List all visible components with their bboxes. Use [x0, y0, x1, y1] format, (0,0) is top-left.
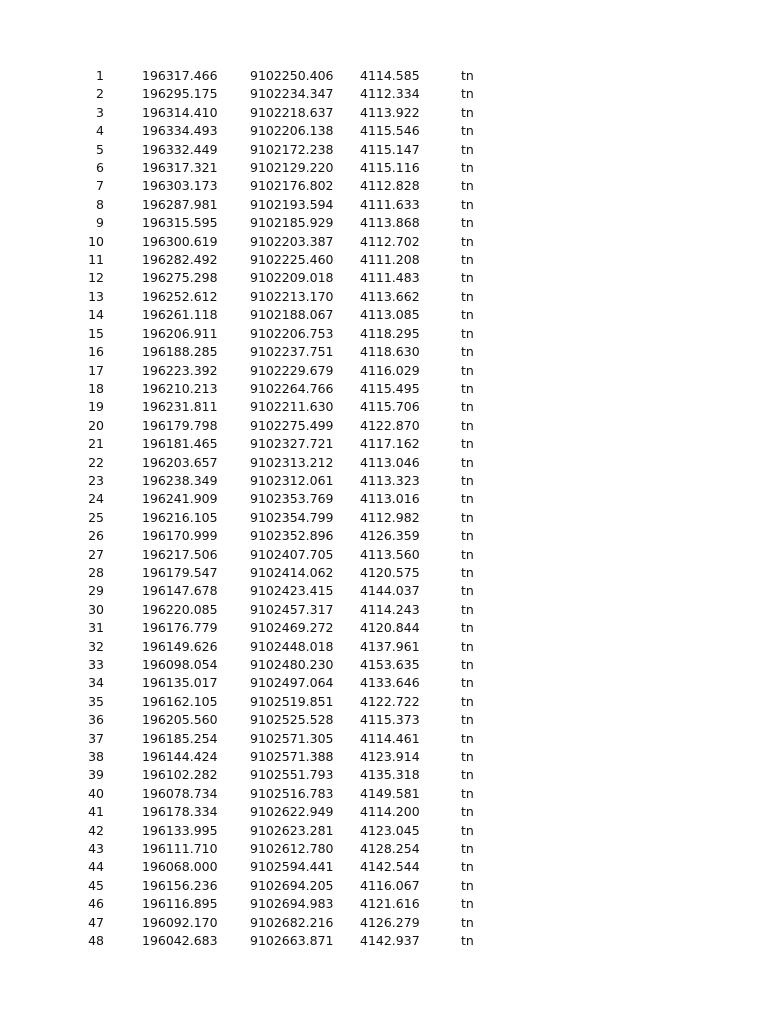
easting-cell: 196334.493	[142, 123, 218, 139]
table-row	[60, 472, 501, 490]
elevation-cell: 4126.279	[360, 914, 420, 930]
northing-cell: 9102457.317	[250, 601, 334, 617]
elevation-cell: 4113.046	[360, 454, 420, 470]
code-cell: tn	[461, 380, 474, 396]
table-row	[60, 858, 501, 876]
point-number-cell: 17	[88, 362, 104, 378]
northing-cell: 9102516.783	[250, 785, 334, 801]
northing-cell: 9102594.441	[250, 859, 334, 875]
code-cell: tn	[461, 564, 474, 580]
easting-cell: 196314.410	[142, 104, 218, 120]
table-row	[60, 380, 501, 398]
point-number-cell: 34	[88, 675, 104, 691]
code-cell: tn	[461, 196, 474, 212]
table-row	[60, 159, 501, 177]
point-number-cell: 44	[88, 859, 104, 875]
northing-cell: 9102623.281	[250, 822, 334, 838]
table-row	[60, 288, 501, 306]
northing-cell: 9102423.415	[250, 583, 334, 599]
easting-cell: 196203.657	[142, 454, 218, 470]
point-number-cell: 8	[96, 196, 104, 212]
elevation-cell: 4123.045	[360, 822, 420, 838]
code-cell: tn	[461, 288, 474, 304]
elevation-cell: 4137.961	[360, 638, 420, 654]
easting-cell: 196223.392	[142, 362, 218, 378]
northing-cell: 9102551.793	[250, 767, 334, 783]
easting-cell: 196261.118	[142, 307, 218, 323]
easting-cell: 196185.254	[142, 730, 218, 746]
easting-cell: 196068.000	[142, 859, 218, 875]
table-row	[60, 582, 501, 600]
northing-cell: 9102571.388	[250, 749, 334, 765]
elevation-cell: 4144.037	[360, 583, 420, 599]
northing-cell: 9102188.067	[250, 307, 334, 323]
elevation-cell: 4122.722	[360, 693, 420, 709]
table-row	[60, 711, 501, 729]
code-cell: tn	[461, 178, 474, 194]
easting-cell: 196241.909	[142, 491, 218, 507]
code-cell: tn	[461, 896, 474, 912]
easting-cell: 196238.349	[142, 472, 218, 488]
easting-cell: 196287.981	[142, 196, 218, 212]
northing-cell: 9102571.305	[250, 730, 334, 746]
code-cell: tn	[461, 362, 474, 378]
table-row	[60, 435, 501, 453]
elevation-cell: 4115.147	[360, 141, 420, 157]
easting-cell: 196181.465	[142, 436, 218, 452]
easting-cell: 196111.710	[142, 841, 218, 857]
northing-cell: 9102353.769	[250, 491, 334, 507]
point-number-cell: 18	[88, 380, 104, 396]
code-cell: tn	[461, 933, 474, 949]
point-number-cell: 27	[88, 546, 104, 562]
code-cell: tn	[461, 712, 474, 728]
elevation-cell: 4113.323	[360, 472, 420, 488]
code-cell: tn	[461, 325, 474, 341]
elevation-cell: 4113.016	[360, 491, 420, 507]
table-row	[60, 85, 501, 103]
elevation-cell: 4133.646	[360, 675, 420, 691]
easting-cell: 196098.054	[142, 657, 218, 672]
elevation-cell: 4113.662	[360, 288, 420, 304]
elevation-cell: 4116.067	[360, 877, 420, 893]
easting-cell: 196178.334	[142, 804, 218, 820]
northing-cell: 9102250.406	[250, 68, 334, 83]
easting-cell: 196275.298	[142, 270, 218, 286]
point-number-cell: 16	[88, 344, 104, 360]
easting-cell: 196116.895	[142, 896, 218, 912]
point-number-cell: 6	[96, 160, 104, 176]
table-row	[60, 527, 501, 545]
easting-cell: 196042.683	[142, 933, 218, 949]
point-number-cell: 12	[88, 270, 104, 286]
table-row	[60, 877, 501, 895]
table-row	[60, 398, 501, 416]
point-number-cell: 43	[88, 841, 104, 857]
point-number-cell: 37	[88, 730, 104, 746]
northing-cell: 9102497.064	[250, 675, 334, 691]
point-number-cell: 29	[88, 583, 104, 599]
table-row	[60, 748, 501, 766]
table-row	[60, 546, 501, 564]
elevation-cell: 4126.359	[360, 528, 420, 544]
elevation-cell: 4114.461	[360, 730, 420, 746]
northing-cell: 9102612.780	[250, 841, 334, 857]
northing-cell: 9102525.528	[250, 712, 334, 728]
northing-cell: 9102206.138	[250, 123, 334, 139]
point-number-cell: 47	[88, 914, 104, 930]
point-number-cell: 39	[88, 767, 104, 783]
northing-cell: 9102354.799	[250, 509, 334, 525]
point-number-cell: 4	[96, 123, 104, 139]
elevation-cell: 4115.706	[360, 399, 420, 415]
code-cell: tn	[461, 68, 474, 83]
elevation-cell: 4116.029	[360, 362, 420, 378]
point-number-cell: 38	[88, 749, 104, 765]
elevation-cell: 4118.630	[360, 344, 420, 360]
northing-cell: 9102352.896	[250, 528, 334, 544]
table-row	[60, 895, 501, 913]
northing-cell: 9102480.230	[250, 657, 334, 672]
table-row	[60, 417, 501, 435]
point-number-cell: 15	[88, 325, 104, 341]
table-row	[60, 656, 501, 674]
elevation-cell: 4115.495	[360, 380, 420, 396]
table-row	[60, 233, 501, 251]
elevation-cell: 4112.334	[360, 86, 420, 102]
code-cell: tn	[461, 509, 474, 525]
code-cell: tn	[461, 730, 474, 746]
coordinate-table-body	[60, 67, 501, 951]
code-cell: tn	[461, 252, 474, 268]
table-row	[60, 343, 501, 361]
point-number-cell: 2	[96, 86, 104, 102]
point-number-cell: 33	[88, 657, 104, 672]
elevation-cell: 4114.200	[360, 804, 420, 820]
point-number-cell: 35	[88, 693, 104, 709]
code-cell: tn	[461, 657, 474, 672]
table-row	[60, 67, 501, 85]
elevation-cell: 4122.870	[360, 417, 420, 433]
point-number-cell: 9	[96, 215, 104, 231]
table-row	[60, 932, 501, 950]
easting-cell: 196216.105	[142, 509, 218, 525]
easting-cell: 196206.911	[142, 325, 218, 341]
table-row	[60, 766, 501, 784]
table-row	[60, 454, 501, 472]
point-number-cell: 32	[88, 638, 104, 654]
northing-cell: 9102185.929	[250, 215, 334, 231]
point-number-cell: 14	[88, 307, 104, 323]
easting-cell: 196210.213	[142, 380, 218, 396]
elevation-cell: 4113.922	[360, 104, 420, 120]
code-cell: tn	[461, 86, 474, 102]
point-number-cell: 42	[88, 822, 104, 838]
elevation-cell: 4111.483	[360, 270, 420, 286]
elevation-cell: 4113.868	[360, 215, 420, 231]
table-row	[60, 214, 501, 232]
point-number-cell: 31	[88, 620, 104, 636]
elevation-cell: 4117.162	[360, 436, 420, 452]
easting-cell: 196231.811	[142, 399, 218, 415]
easting-cell: 196170.999	[142, 528, 218, 544]
point-number-cell: 30	[88, 601, 104, 617]
easting-cell: 196147.678	[142, 583, 218, 599]
code-cell: tn	[461, 233, 474, 249]
code-cell: tn	[461, 914, 474, 930]
northing-cell: 9102237.751	[250, 344, 334, 360]
elevation-cell: 4113.085	[360, 307, 420, 323]
elevation-cell: 4142.544	[360, 859, 420, 875]
elevation-cell: 4115.116	[360, 160, 420, 176]
point-number-cell: 13	[88, 288, 104, 304]
easting-cell: 196220.085	[142, 601, 218, 617]
elevation-cell: 4111.633	[360, 196, 420, 212]
northing-cell: 9102229.679	[250, 362, 334, 378]
point-number-cell: 21	[88, 436, 104, 452]
code-cell: tn	[461, 785, 474, 801]
code-cell: tn	[461, 215, 474, 231]
elevation-cell: 4111.208	[360, 252, 420, 268]
northing-cell: 9102275.499	[250, 417, 334, 433]
point-number-cell: 45	[88, 877, 104, 893]
table-row	[60, 362, 501, 380]
northing-cell: 9102407.705	[250, 546, 334, 562]
table-row	[60, 177, 501, 195]
code-cell: tn	[461, 344, 474, 360]
table-row	[60, 269, 501, 287]
easting-cell: 196188.285	[142, 344, 218, 360]
elevation-cell: 4112.982	[360, 509, 420, 525]
code-cell: tn	[461, 877, 474, 893]
table-row	[60, 693, 501, 711]
point-number-cell: 1	[96, 68, 104, 83]
easting-cell: 196176.779	[142, 620, 218, 636]
point-number-cell: 23	[88, 472, 104, 488]
easting-cell: 196092.170	[142, 914, 218, 930]
point-number-cell: 26	[88, 528, 104, 544]
point-number-cell: 20	[88, 417, 104, 433]
easting-cell: 196133.995	[142, 822, 218, 838]
table-row	[60, 730, 501, 748]
northing-cell: 9102218.637	[250, 104, 334, 120]
elevation-cell: 4113.560	[360, 546, 420, 562]
code-cell: tn	[461, 546, 474, 562]
point-number-cell: 19	[88, 399, 104, 415]
code-cell: tn	[461, 528, 474, 544]
elevation-cell: 4114.585	[360, 68, 420, 83]
table-row	[60, 674, 501, 692]
northing-cell: 9102206.753	[250, 325, 334, 341]
elevation-cell: 4118.295	[360, 325, 420, 341]
easting-cell: 196162.105	[142, 693, 218, 709]
elevation-cell: 4115.373	[360, 712, 420, 728]
easting-cell: 196179.798	[142, 417, 218, 433]
table-row	[60, 325, 501, 343]
elevation-cell: 4123.914	[360, 749, 420, 765]
code-cell: tn	[461, 160, 474, 176]
code-cell: tn	[461, 638, 474, 654]
easting-cell: 196135.017	[142, 675, 218, 691]
elevation-cell: 4135.318	[360, 767, 420, 783]
elevation-cell: 4115.546	[360, 123, 420, 139]
code-cell: tn	[461, 472, 474, 488]
northing-cell: 9102414.062	[250, 564, 334, 580]
table-row	[60, 509, 501, 527]
northing-cell: 9102694.205	[250, 877, 334, 893]
code-cell: tn	[461, 141, 474, 157]
point-number-cell: 28	[88, 564, 104, 580]
northing-cell: 9102313.212	[250, 454, 334, 470]
easting-cell: 196317.321	[142, 160, 218, 176]
table-row	[60, 122, 501, 140]
table-row	[60, 104, 501, 122]
easting-cell: 196217.506	[142, 546, 218, 562]
easting-cell: 196149.626	[142, 638, 218, 654]
northing-cell: 9102312.061	[250, 472, 334, 488]
code-cell: tn	[461, 675, 474, 691]
point-number-cell: 48	[88, 933, 104, 949]
easting-cell: 196252.612	[142, 288, 218, 304]
elevation-cell: 4120.844	[360, 620, 420, 636]
table-row	[60, 490, 501, 508]
easting-cell: 196102.282	[142, 767, 218, 783]
point-number-cell: 25	[88, 509, 104, 525]
northing-cell: 9102663.871	[250, 933, 334, 949]
easting-cell: 196317.466	[142, 68, 218, 83]
point-number-cell: 22	[88, 454, 104, 470]
point-number-cell: 46	[88, 896, 104, 912]
code-cell: tn	[461, 417, 474, 433]
code-cell: tn	[461, 841, 474, 857]
code-cell: tn	[461, 693, 474, 709]
northing-cell: 9102129.220	[250, 160, 334, 176]
easting-cell: 196315.595	[142, 215, 218, 231]
code-cell: tn	[461, 859, 474, 875]
elevation-cell: 4121.616	[360, 896, 420, 912]
northing-cell: 9102622.949	[250, 804, 334, 820]
table-row	[60, 601, 501, 619]
northing-cell: 9102264.766	[250, 380, 334, 396]
table-row	[60, 785, 501, 803]
code-cell: tn	[461, 307, 474, 323]
table-row	[60, 619, 501, 637]
code-cell: tn	[461, 620, 474, 636]
northing-cell: 9102469.272	[250, 620, 334, 636]
code-cell: tn	[461, 583, 474, 599]
easting-cell: 196332.449	[142, 141, 218, 157]
elevation-cell: 4142.937	[360, 933, 420, 949]
table-row	[60, 141, 501, 159]
elevation-cell: 4120.575	[360, 564, 420, 580]
code-cell: tn	[461, 104, 474, 120]
easting-cell: 196078.734	[142, 785, 218, 801]
table-row	[60, 196, 501, 214]
table-row	[60, 803, 501, 821]
code-cell: tn	[461, 454, 474, 470]
northing-cell: 9102448.018	[250, 638, 334, 654]
northing-cell: 9102209.018	[250, 270, 334, 286]
table-row	[60, 638, 501, 656]
code-cell: tn	[461, 491, 474, 507]
northing-cell: 9102234.347	[250, 86, 334, 102]
easting-cell: 196282.492	[142, 252, 218, 268]
code-cell: tn	[461, 804, 474, 820]
point-number-cell: 10	[88, 233, 104, 249]
northing-cell: 9102694.983	[250, 896, 334, 912]
table-row	[60, 822, 501, 840]
table-row	[60, 564, 501, 582]
table-row	[60, 306, 501, 324]
northing-cell: 9102213.170	[250, 288, 334, 304]
code-cell: tn	[461, 123, 474, 139]
point-number-cell: 5	[96, 141, 104, 157]
northing-cell: 9102211.630	[250, 399, 334, 415]
easting-cell: 196303.173	[142, 178, 218, 194]
elevation-cell: 4112.702	[360, 233, 420, 249]
coordinate-table	[60, 67, 501, 951]
northing-cell: 9102519.851	[250, 693, 334, 709]
northing-cell: 9102176.802	[250, 178, 334, 194]
point-number-cell: 3	[96, 104, 104, 120]
easting-cell: 196179.547	[142, 564, 218, 580]
table-row	[60, 840, 501, 858]
code-cell: tn	[461, 767, 474, 783]
elevation-cell: 4128.254	[360, 841, 420, 857]
code-cell: tn	[461, 601, 474, 617]
northing-cell: 9102682.216	[250, 914, 334, 930]
code-cell: tn	[461, 399, 474, 415]
easting-cell: 196205.560	[142, 712, 218, 728]
northing-cell: 9102203.387	[250, 233, 334, 249]
easting-cell: 196300.619	[142, 233, 218, 249]
code-cell: tn	[461, 749, 474, 765]
point-number-cell: 7	[96, 178, 104, 194]
point-number-cell: 36	[88, 712, 104, 728]
elevation-cell: 4114.243	[360, 601, 420, 617]
easting-cell: 196156.236	[142, 877, 218, 893]
northing-cell: 9102172.238	[250, 141, 334, 157]
code-cell: tn	[461, 822, 474, 838]
northing-cell: 9102193.594	[250, 196, 334, 212]
table-row	[60, 251, 501, 269]
table-row	[60, 914, 501, 932]
point-number-cell: 41	[88, 804, 104, 820]
elevation-cell: 4112.828	[360, 178, 420, 194]
northing-cell: 9102225.460	[250, 252, 334, 268]
code-cell: tn	[461, 270, 474, 286]
point-number-cell: 24	[88, 491, 104, 507]
easting-cell: 196144.424	[142, 749, 218, 765]
easting-cell: 196295.175	[142, 86, 218, 102]
code-cell: tn	[461, 436, 474, 452]
elevation-cell: 4153.635	[360, 657, 420, 672]
elevation-cell: 4149.581	[360, 785, 420, 801]
northing-cell: 9102327.721	[250, 436, 334, 452]
point-number-cell: 11	[88, 252, 104, 268]
point-number-cell: 40	[88, 785, 104, 801]
